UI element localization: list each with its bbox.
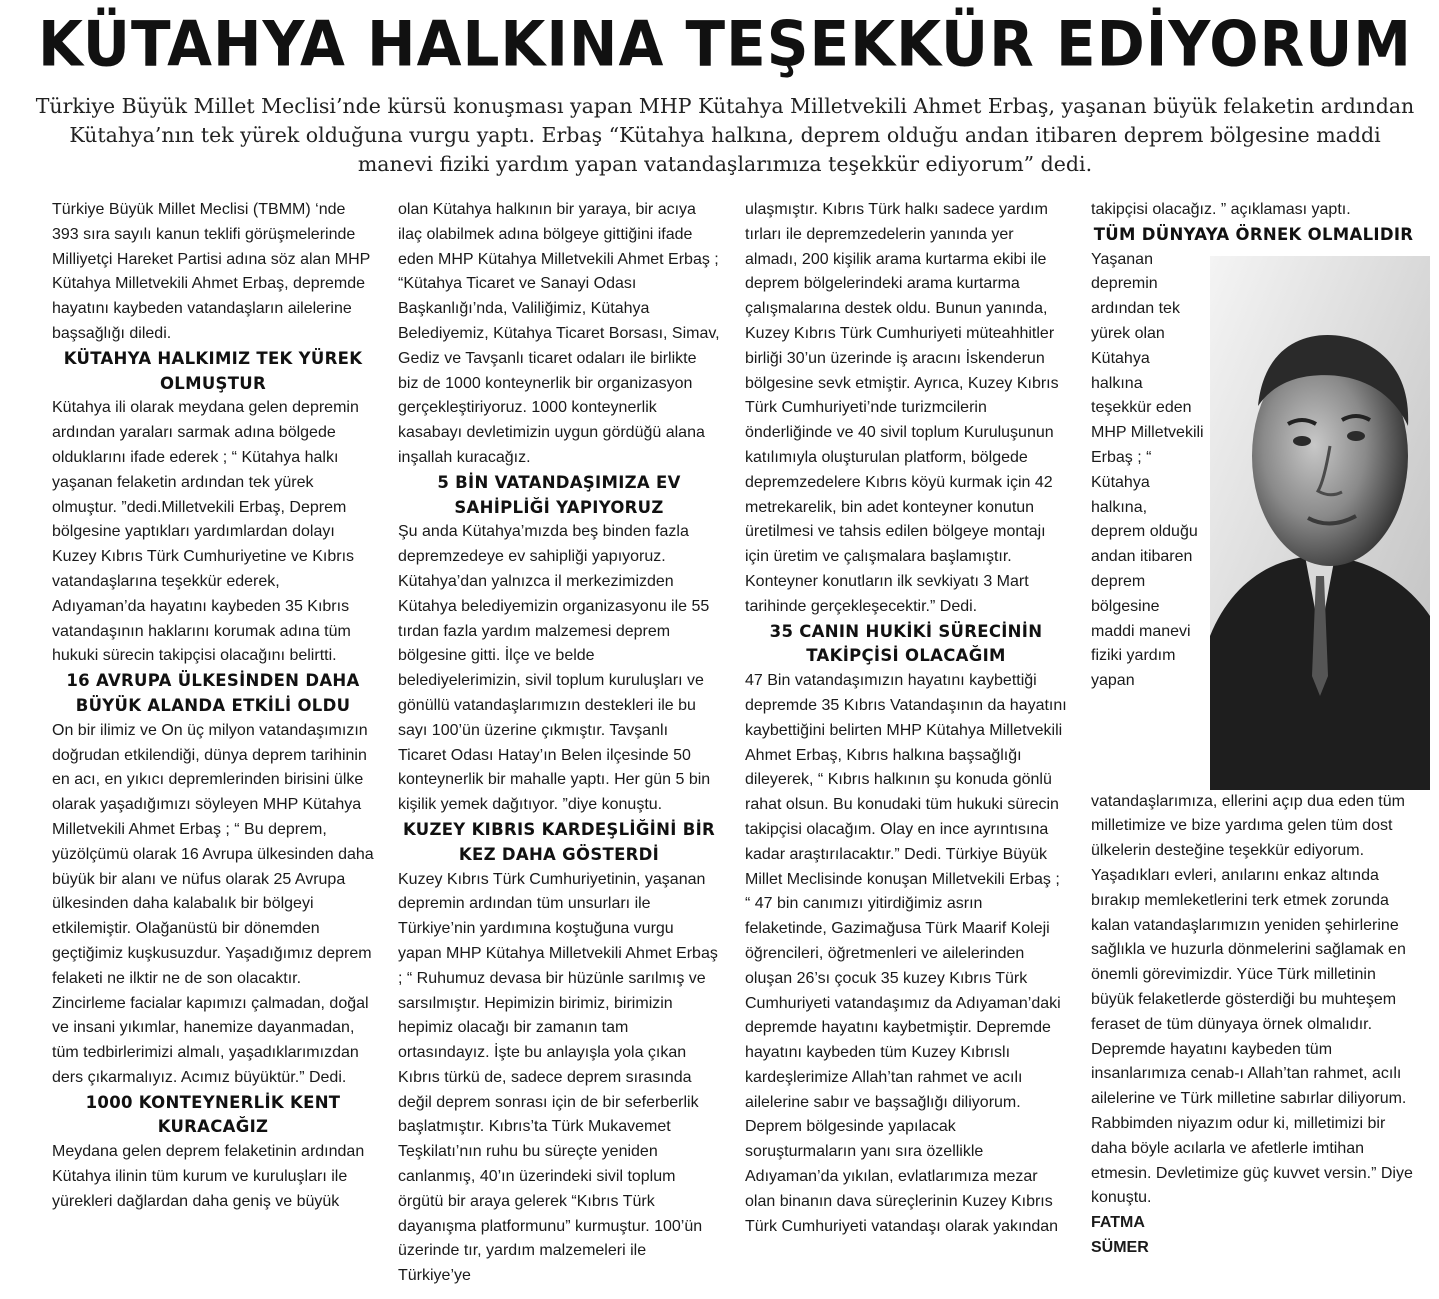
subheading: 35 CANIN HUKİKİ SÜRECİNİN TAKİPÇİSİ OLACAĞIM: [769, 621, 1043, 666]
paragraph: olan Kütahya halkının bir yaraya, bir acıya ilaç olabilmek adına bölgeye gittiğini ifade eden MHP Kütahya Milletvekili Ahmet Erbaş ; “Kütahya Ticaret ve Sanayi Odası Başkanlığı’nda, Valiliğimiz, Kütahya Belediyemiz, Kütahya Ticaret Borsası, Simav, Gediz ve Tavşanlı ticaret odaları ile birlikte biz de 1000 konteynerlik bir organizasyon gerçekleştiriyoruz. 1000 konteynerlik kasabayı devletimizin uygun gördüğü alana inşallah kuracağız.: [398, 201, 720, 466]
subheading: TÜM DÜNYAYA ÖRNEK OLMALIDIR: [1093, 224, 1414, 244]
paragraph: takipçisi olacağız. ” açıklaması yaptı.: [1091, 201, 1351, 218]
column-1: [52, 198, 374, 1215]
byline-first-name: FATMA: [1091, 1214, 1145, 1232]
paragraph: Türkiye Büyük Millet Meclisi (TBMM) ‘nde 393 sıra sayılı kanun teklifi görüşmelerinde Milliyetçi Hareket Partisi adına söz alan MHP Kütahya Milletvekili Ahmet Erbaş, depremde hayatını kaybeden vatandaşların ailelerine başsağlığı diledi.: [52, 201, 371, 342]
column-3: [745, 198, 1067, 1239]
photo-graphic: [1210, 256, 1430, 790]
paragraph: Şu anda Kütahya’mızda beş binden fazla depremzedeye ev sahipliği yapıyoruz. Kütahya’dan yalnızca il merkezimizden Kütahya belediyemizin organizasyonu ile 55 tırdan fazla yardım malzemesi deprem bölgesine gitti. İlçe ve belde belediyelerimizin, sivil toplum kuruluşları ve gönüllü vatandaşlarımızın destekleri ile bu sayı 100’ün üzerine çıkmıştır. Tavşanlı Ticaret Odası Hatay’ın Belen ilçesinde 50 konteynerlik bir mahalle yaptı. Her gün 5 bin kişilik yemek dağıtıyor. ”diye konuştu.: [398, 523, 711, 814]
paragraph: ulaşmıştır. Kıbrıs Türk halkı sadece yardım tırları ile depremzedelerin yanında yer almadı, 200 kişilik arama kurtarma ekibi ile deprem bölgelerindeki arama kurtarma çalışmalarına destek oldu. Bunun yanında, Kuzey Kıbrıs Türk Cumhuriyeti müteahhitler birliği 30’un üzerinde iş aracını İskenderun bölgesine sevk etmiştir. Ayrıca, Kuzey Kıbrıs Türk Cumhuriyeti’nde turizmcilerin önderliğinde ve 40 sivil toplum Kuruluşunun katılımıyla oluşturulan platform, bölgede depremzedelere Kıbrıs köyü kurmak için 42 metrekarelik, bin adet konteyner konutun üretilmesi ve tahsis edilen bölgeye montajı için üretim ve çalışmalara başlamıştır. Konteyner konutların ilk sevkiyatı 3 Mart tarihinde gerçekleşecektir.” Dedi.: [745, 201, 1059, 615]
politician-photo: [1210, 256, 1430, 790]
subheading: KÜTAHYA HALKIMIZ TEK YÜREK OLMUŞTUR: [63, 348, 363, 393]
subheading: 5 BİN VATANDAŞIMIZA EV SAHİPLİĞİ YAPIYORUZ: [437, 472, 681, 517]
column-4: [1091, 198, 1416, 1261]
column-2: [398, 198, 720, 1289]
paragraph: Yaşanan depremin ardından tek yürek olan Kütahya halkına teşekkür eden MHP Milletvekili Erbaş ; “ Kütahya halkına, deprem olduğu andan itibaren deprem bölgesine maddi manevi fiziki yardım yapan vatandaşlarımıza, ellerini açıp dua eden tüm milletimize ve bize yardıma gelen tüm dost ülkelerin desteğine teşekkür ediyorum. Yaşadıkları evleri, anılarını enkaz altında bırakıp memleketlerini terk etmek zorunda kalan vatandaşlarımızın yeniden şehirlerine sağlıkla ve huzurla dönmelerini sağlamak en önemli görevimizdir. Yüce Türk milletinin büyük felaketlerde gösterdiği bu muhteşem feraset de tüm dünyaya örnek olmalıdır. Depremde hayatını kaybeden tüm insanlarımıza cenab-ı Allah’tan rahmet, acılı ailelerine ve Türk milletine sabırlar diliyorum. Rabbimden niyazım odur ki, milletimizi bir daha böyle acılarla ve afetlerle imtihan etmesin. Devletimize güç kuvvet versin.” Diye konuştu.: [1091, 250, 1413, 1207]
paragraph: Meydana gelen deprem felaketinin ardından Kütahya ilinin tüm kurum ve kuruluşları ile yürekleri dağlardan daha geniş ve büyük: [52, 1143, 365, 1210]
byline-last-name: SÜMER: [1091, 1238, 1149, 1256]
subheading: 1000 KONTEYNERLİK KENT KURACAĞIZ: [85, 1092, 341, 1137]
headline: KÜTAHYA HALKINA TEŞEKKÜR EDİYORUM: [37, 7, 1413, 81]
paragraph: Kuzey Kıbrıs Türk Cumhuriyetinin, yaşanan depremin ardından tüm unsurları ile Türkiye’nin yardımına koştuğuna vurgu yapan MHP Kütahya Milletvekili Ahmet Erbaş ; “ Ruhumuz devasa bir hüzünle sarılmış ve sarsılmıştır. Hepimizin birimiz, birimizin hepimiz olacağı bir zamanın tam ortasındayız. İşte bu anlayışla yola çıkan Kıbrıs türkü de, sadece deprem sırasında değil deprem sonrası için de bir seferberlik başlatmıştır. Kıbrıs’ta Türk Mukavemet Teşkilatı’nın ruhu bu süreçte yeniden canlanmış, 40’ın üzerindeki sivil toplum örgütü bir araya gelerek “Kıbrıs Türk dayanışma platformunu” kurmuştur. 100’ün üzerinde tır, yardım malzemeleri ile Türkiye’ye: [398, 870, 718, 1285]
subheading: 16 AVRUPA ÜLKESİNDEN DAHA BÜYÜK ALANDA ETKİLİ OLDU: [66, 671, 360, 715]
lede: Türkiye Büyük Millet Meclisi’nde kürsü konuşması yapan MHP Kütahya Milletvekili Ahmet Erbaş, yaşanan büyük felaketin ardından Kütahya’nın tek yürek olduğuna vurgu yaptı. Erbaş “Kütahya halkına, deprem olduğu andan itibaren deprem bölgesine maddi manevi fiziki yardım yapan vatandaşlarımıza teşekkür ediyorum” dedi.: [35, 94, 1415, 176]
subheading: KUZEY KIBRIS KARDEŞLİĞİNİ BİR KEZ DAHA GÖSTERDİ: [402, 819, 716, 864]
paragraph: 47 Bin vatandaşımızın hayatını kaybettiği depremde 35 Kıbrıs Vatandaşının da hayatını kaybettiğini belirten MHP Kütahya Milletvekili Ahmet Erbaş, Kıbrıs halkına başsağlığı dileyerek, “ Kıbrıs halkının şu konuda gönlü rahat olsun. Bu konudaki tüm hukuki sürecin takipçisi olacağım. Olay en ince ayrıntısına kadar araştırılacaktır.” Dedi. Türkiye Büyük Millet Meclisinde konuşan Milletvekili Erbaş ; “ 47 bin canımızı yitirdiğimiz asrın felaketinde, Gazimağusa Türk Maarif Koleji öğrencileri, öğretmenleri ve ailelerinden oluşan 26’sı çocuk 35 kuzey Kıbrıs Türk Cumhuriyeti vatandaşımız da Adıyaman’daki depremde hayatını kaybetmiştir. Depremde hayatını kaybeden tüm Kuzey Kıbrıslı kardeşlerimize Allah’tan rahmet ve acılı ailelerine sabır ve başsağlığı diliyorum. Deprem bölgesinde yapılacak soruşturmaların yanı sıra özellikle Adıyaman’da yıkılan, evlatlarımıza mezar olan binanın dava süreçlerinin Kuzey Kıbrıs Türk Cumhuriyeti vatandaşı olarak yakından: [745, 672, 1067, 1235]
eye-left: [1293, 436, 1311, 446]
eye-right: [1347, 431, 1365, 441]
paragraph: Kütahya ili olarak meydana gelen depremin ardından yaraları sarmak adına bölgede olduklarını ifade ederek ; “ Kütahya halkı yaşanan felaketin ardından tek yürek olmuştur. ”dedi.Milletvekili Erbaş, Deprem bölgesine yaptıkları yardımlardan dolayı Kuzey Kıbrıs Türk Cumhuriyetine ve Kıbrıs vatandaşlarına teşekkür ederek, Adıyaman’da hayatını kaybeden 35 Kıbrıs vatandaşının haklarını korumak adına tüm hukuki sürecin takipçisi olacağını belirtti.: [52, 399, 359, 665]
paragraph: On bir ilimiz ve On üç milyon vatandaşımızın doğrudan etkilendiği, dünya deprem tarihinin en acı, en yıkıcı depremlerinden birisini ülke olarak yaşadığımızı söyleyen MHP Kütahya Milletvekili Ahmet Erbaş ; “ Bu deprem, yüzölçümü olarak 16 Avrupa ülkesinden daha büyük bir alanı ve nüfus olarak 25 Avrupa ülkesinden daha kalabalık bir bölgeyi etkilemiştir. Olağanüstü bir dönemden geçtiğimiz kuşkusuzdur. Yaşadığımız deprem felaketi ne ilktir ne de son olacaktır. Zincirleme facialar kapımızı çalmadan, doğal ve insani yıkımlar, hanemize dayanmadan, tüm tedbirlerimizi almalı, yaşadıklarımızdan ders çıkarmalıyız. Acımız büyüktür.” Dedi.: [52, 721, 374, 1086]
